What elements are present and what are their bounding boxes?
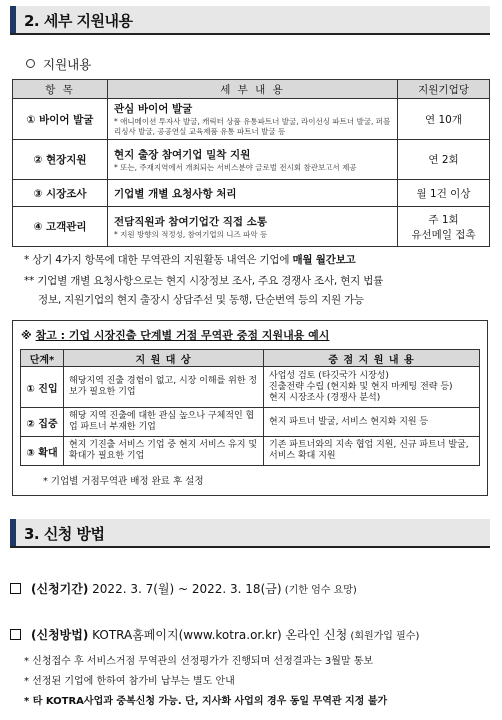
header-item: 항 목 xyxy=(13,80,108,99)
content-cell: 사업성 검토 (타깃국가 시장성) 진출전략 수립 (현지화 및 현지 마케팅 전략 등) 현지 시장조사 (경쟁사 분석) xyxy=(264,367,480,408)
row-item: ④ 고객관리 xyxy=(13,207,108,247)
row-item: ③ 시장조사 xyxy=(13,180,108,207)
row-detail: 관심 바이어 발굴 * 애니메이션 투자사 발굴, 캐릭터 상품 유통파트너 발굴, 라이선싱 파트너 발굴, 퍼블리싱사 발굴, 공공연실 교육제품 유통 파트너 발굴 등 xyxy=(108,99,398,140)
apply-period: (신청기간) 2022. 3. 7(월) ~ 2022. 3. 18(금) (기한 엄수 요망) xyxy=(10,580,357,597)
table-row xyxy=(13,140,490,180)
target-header: 지 원 대 상 xyxy=(64,350,264,367)
section-bar xyxy=(10,6,16,33)
stage-header: 단계* xyxy=(21,350,64,367)
table-row xyxy=(13,180,490,207)
reference-box xyxy=(12,320,488,496)
row-per: 주 1회 유선메일 접촉 xyxy=(398,207,490,247)
stage-cell: ① 진입 xyxy=(21,367,64,408)
content-header: 중 점 지 원 내 용 xyxy=(264,350,480,367)
stage-table xyxy=(20,349,480,466)
apply-bullet: * 신청접수 후 서비스거점 무역관의 선정평가가 진행되며 선정결과는 3월말 통보 xyxy=(24,656,374,667)
table-row xyxy=(21,437,480,466)
row-per: 연 10개 xyxy=(398,99,490,140)
checkbox-icon xyxy=(10,583,21,594)
section-3-title: 3. 신청 방법 xyxy=(24,525,105,543)
row-item: ① 바이어 발굴 xyxy=(13,99,108,140)
table-row xyxy=(13,99,490,140)
reference-footnote: * 기업별 거점무역관 배정 완료 후 설정 xyxy=(43,476,204,487)
stage-header-row xyxy=(21,350,480,367)
section-bar xyxy=(10,519,16,546)
target-cell: 해당 지역 진출에 대한 관심 높으나 구체적인 협업 파트너 부재한 기업 xyxy=(64,408,264,437)
subheading: 지원내용 xyxy=(26,55,91,73)
stage-cell: ② 집중 xyxy=(21,408,64,437)
target-cell: 해당지역 진출 경험이 없고, 시장 이해를 위한 정보가 필요한 기업 xyxy=(64,367,264,408)
table-row xyxy=(13,207,490,247)
content-cell: 현지 파트너 발굴, 서비스 현지화 지원 등 xyxy=(264,408,480,437)
table-row xyxy=(21,408,480,437)
content-cell: 기존 파트너와의 지속 협업 지원, 신규 파트너 발굴, 서비스 확대 지원 xyxy=(264,437,480,466)
note-2-line-2: 정보, 지원기업의 현지 출장시 상담주선 및 동행, 단순번역 등의 지원 가능 xyxy=(38,294,364,306)
row-per: 월 1건 이상 xyxy=(398,180,490,207)
table-header-row xyxy=(13,80,490,99)
support-table xyxy=(12,79,490,247)
stage-cell: ③ 확대 xyxy=(21,437,64,466)
header-per: 지원기업당 xyxy=(398,80,490,99)
row-item: ② 현장지원 xyxy=(13,140,108,180)
table-row xyxy=(21,367,480,408)
row-detail: 전담직원과 참여기업간 직접 소통 * 지원 방향의 적정성, 참여기업의 니즈 파악 등 xyxy=(108,207,398,247)
row-detail: 기업별 개별 요청사항 처리 xyxy=(108,180,398,207)
note-2-line-1: ** 기업별 개별 요청사항으로는 현지 시장정보 조사, 주요 경쟁사 조사, 현지 법률 xyxy=(24,275,384,287)
circle-bullet-icon xyxy=(26,59,35,68)
apply-method: (신청방법) KOTRA홈페이지(www.kotra.or.kr) 온라인 신청 (회원가입 필수) xyxy=(10,626,419,643)
section-2-header xyxy=(10,6,490,35)
row-detail: 현지 출장 참여기업 밀착 지원 * 또는, 주재지역에서 개최되는 서비스분야 글로벌 전시회 참관보고서 제공 xyxy=(108,140,398,180)
target-cell: 현지 기진출 서비스 기업 중 현지 서비스 유지 및 확대가 필요한 기업 xyxy=(64,437,264,466)
apply-bullet: * 타 KOTRA사업과 중복신청 가능. 단, 지사화 사업의 경우 동일 무역관 지정 불가 xyxy=(24,696,388,707)
section-2-title: 2. 세부 지원내용 xyxy=(24,12,133,30)
apply-bullet: * 선정된 기업에 한하여 참가비 납부는 별도 안내 xyxy=(24,676,235,687)
row-per: 연 2회 xyxy=(398,140,490,180)
section-3-header xyxy=(10,519,490,548)
checkbox-icon xyxy=(10,629,21,640)
reference-title: ※ 참고 : 기업 시장진출 단계별 거점 무역관 중점 지원내용 예시 xyxy=(21,329,330,342)
note-1: * 상기 4가지 항목에 대한 무역관의 지원활동 내역은 기업에 매월 월간보고 xyxy=(24,254,356,266)
header-detail: 세 부 내 용 xyxy=(108,80,398,99)
